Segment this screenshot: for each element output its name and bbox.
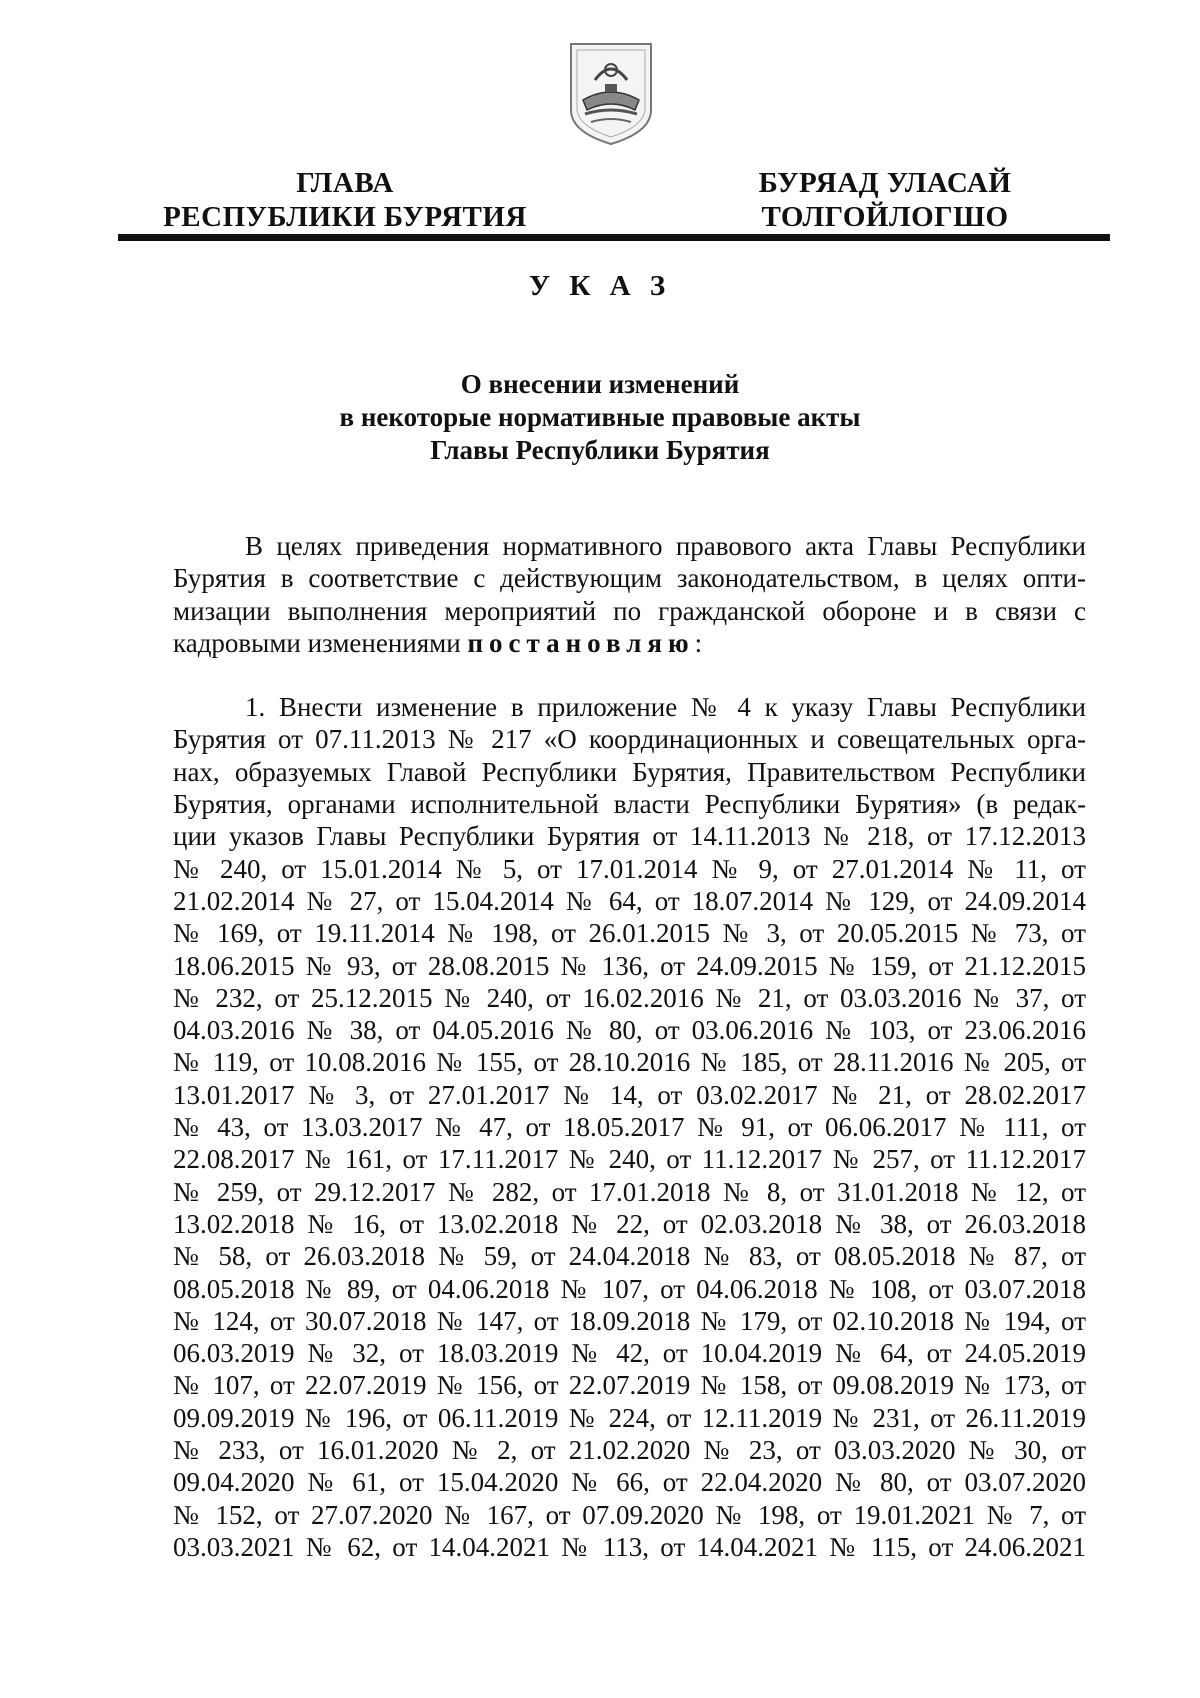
preamble-line-end: : [694,627,703,658]
document-body [173,530,1086,1563]
clause-1-line: 03.03.2021 № 62, от 14.04.2021 № 113, от 14.04.2021 № 115, от 24.06.2021 [173,1531,1086,1562]
paragraph-gap [173,659,1086,691]
preamble-line [173,627,1086,659]
issuer-header-buryat [735,166,1035,234]
clause-1-line: № 119, от 10.08.2016 № 155, от 28.10.2016 № 185, от 28.11.2016 № 205, от [173,1047,1086,1078]
clause-1-line: Бурятия от 07.11.2013 № 217 «О координационных и совещательных орга- [173,724,1086,755]
clause-1-line: № 107, от 22.07.2019 № 156, от 22.07.2019 № 158, от 09.08.2019 № 173, от [173,1370,1086,1401]
clause-1-line: 09.04.2020 № 61, от 15.04.2020 № 66, от 22.04.2020 № 80, от 03.07.2020 [173,1467,1086,1498]
clause-1-line: 1. Внести изменение в приложение № 4 к указу Главы Республики [245,692,1086,723]
clause-1-line: 13.02.2018 № 16, от 13.02.2018 № 22, от 02.03.2018 № 38, от 26.03.2018 [173,1208,1086,1239]
clause-1-line: 08.05.2018 № 89, от 04.06.2018 № 107, от 04.06.2018 № 108, от 03.07.2018 [173,1273,1086,1304]
title-line-1: О внесении изменений [460,369,740,399]
issuer-buryat-line-2: ТОЛГОЙЛОГШО [761,201,1009,233]
document-title [0,368,1200,467]
preamble-line: Бурятия в соответствие с действующим законодательством, в целях опти- [173,563,1086,594]
clause-1-line: 22.08.2017 № 161, от 17.11.2017 № 240, от 11.12.2017 № 257, от 11.12.2017 [173,1144,1086,1175]
decree-keyword: постановляю [467,627,695,658]
clause-1-line: № 259, от 29.12.2017 № 282, от 17.01.2018 № 8, от 31.01.2018 № 12, от [173,1176,1086,1207]
preamble-line-start: кадровыми изменениями [173,627,468,658]
issuer-header-russian [155,166,535,234]
clause-1-line: № 240, от 15.01.2014 № 5, от 17.01.2014 № 9, от 27.01.2014 № 11, от [173,853,1086,884]
clause-1-line: № 124, от 30.07.2018 № 147, от 18.09.2018 № 179, от 02.10.2018 № 194, от [173,1305,1086,1336]
preamble-line: В целях приведения нормативного правового акта Главы Республики [245,531,1086,561]
coat-of-arms-emblem [565,40,657,148]
title-line-2: в некоторые нормативные правовые акты [339,402,861,432]
issuer-line-2: РЕСПУБЛИКИ БУРЯТИЯ [163,201,527,233]
clause-1-line: № 233, от 16.01.2020 № 2, от 21.02.2020 № 23, от 03.03.2020 № 30, от [173,1435,1086,1466]
clause-1-line: 13.01.2017 № 3, от 27.01.2017 № 14, от 03.02.2017 № 21, от 28.02.2017 [173,1079,1086,1110]
clause-1-line: 21.02.2014 № 27, от 15.04.2014 № 64, от 18.07.2014 № 129, от 24.09.2014 [173,885,1086,916]
clause-1-line: № 58, от 26.03.2018 № 59, от 24.04.2018 № 83, от 08.05.2018 № 87, от [173,1241,1086,1272]
clause-1-line: № 152, от 27.07.2020 № 167, от 07.09.2020 № 198, от 19.01.2021 № 7, от [173,1499,1086,1530]
clause-1-line: нах, образуемых Главой Республики Бурятия, Правительством Республики [173,756,1086,787]
document-type: У К А З [528,270,672,302]
clause-1-line: 04.03.2016 № 38, от 04.05.2016 № 80, от 03.06.2016 № 103, от 23.06.2016 [173,1015,1086,1046]
clause-1-line: № 169, от 19.11.2014 № 198, от 26.01.2015 № 3, от 20.05.2015 № 73, от [173,918,1086,949]
preamble-line: мизации выполнения мероприятий по гражданской обороне и в связи с [173,595,1086,626]
clause-1-line: 09.09.2019 № 196, от 06.11.2019 № 224, от 12.11.2019 № 231, от 26.11.2019 [173,1402,1086,1433]
preamble-paragraph [173,530,1086,659]
issuer-line-1: ГЛАВА [296,167,394,199]
clause-1-line: 18.06.2015 № 93, от 28.08.2015 № 136, от 24.09.2015 № 159, от 21.12.2015 [173,950,1086,981]
clause-1-paragraph [173,691,1086,1563]
title-line-3: Главы Республики Бурятия [430,435,770,465]
clause-1-line: 06.03.2019 № 32, от 18.03.2019 № 42, от 10.04.2019 № 64, от 24.05.2019 [173,1338,1086,1369]
clause-1-line: Бурятия, органами исполнительной власти Республики Бурятия» (в редак- [173,789,1086,820]
clause-1-line: № 43, от 13.03.2017 № 47, от 18.05.2017 № 91, от 06.06.2017 № 111, от [173,1112,1086,1143]
clause-1-line: ции указов Главы Республики Бурятия от 14.11.2013 № 218, от 17.12.2013 [173,821,1086,852]
clause-1-line: № 232, от 25.12.2015 № 240, от 16.02.2016 № 21, от 03.03.2016 № 37, от [173,982,1086,1013]
header-divider [118,234,1110,241]
issuer-buryat-line-1: БУРЯАД УЛАСАЙ [758,167,1012,199]
